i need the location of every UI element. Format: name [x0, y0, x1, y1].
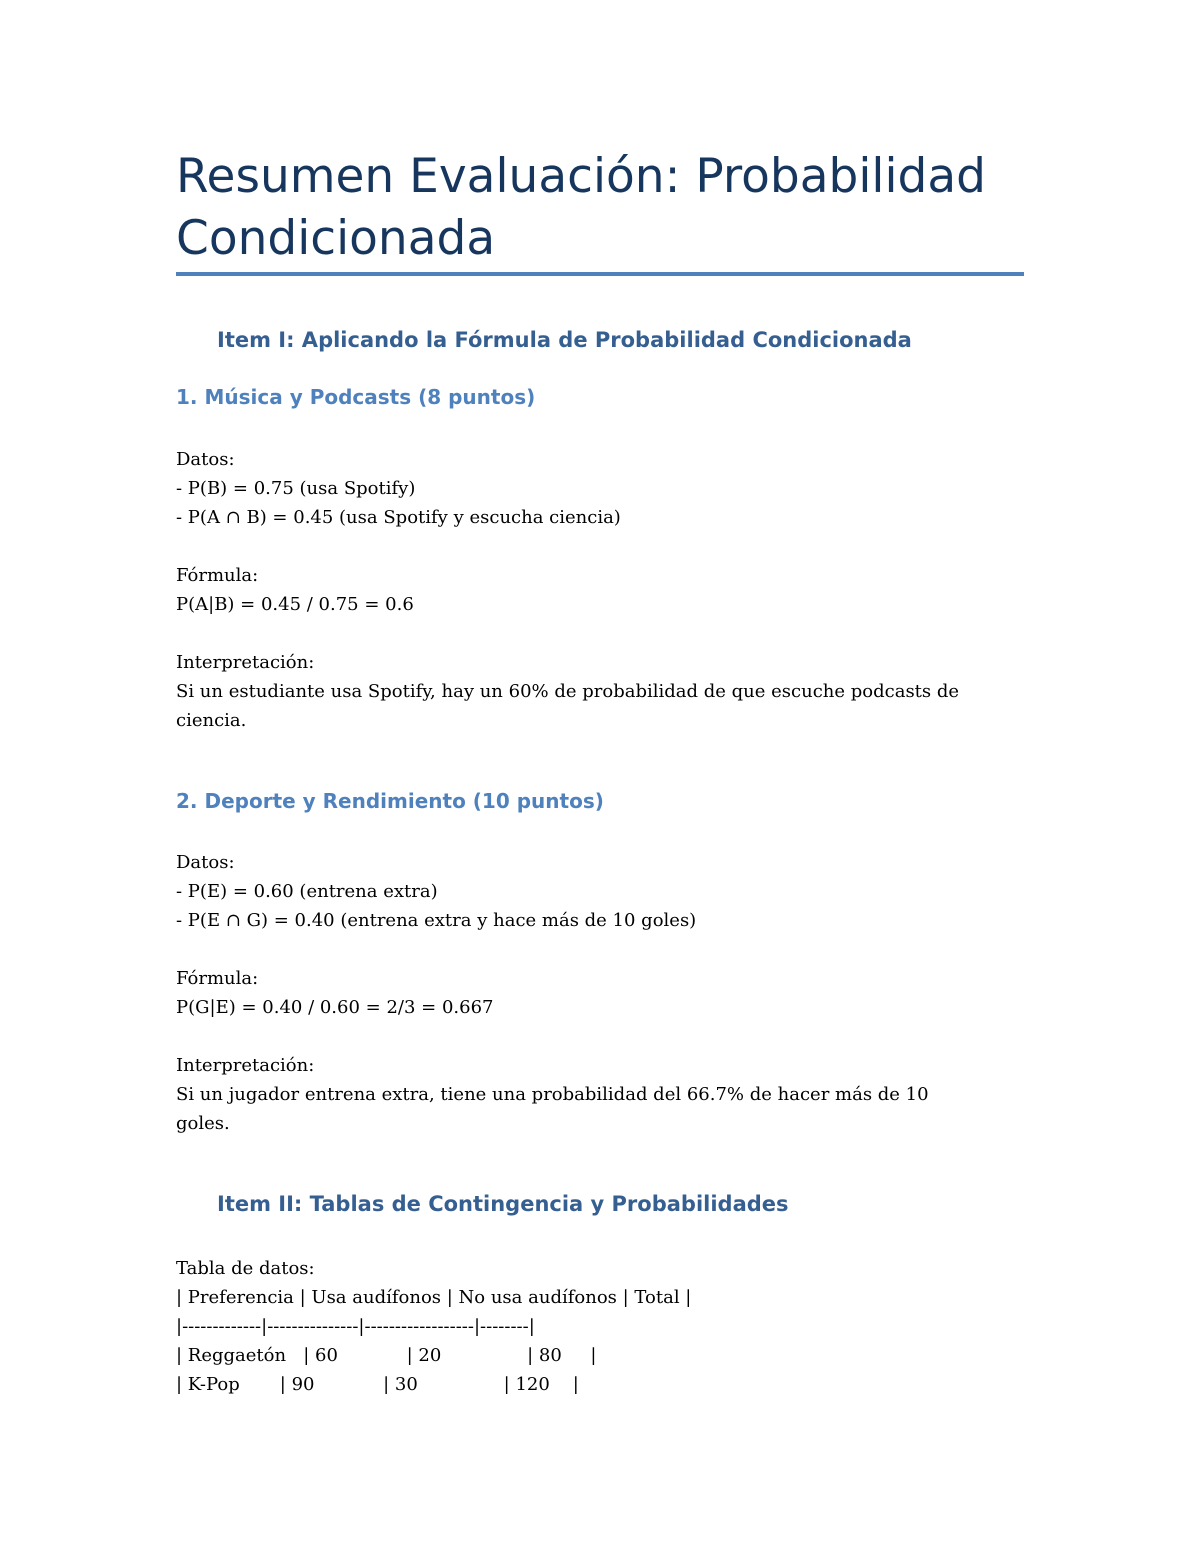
table-header-line: | Preferencia | Usa audífonos | No usa audífonos | Total | — [176, 1287, 692, 1308]
section-2-dato-1: - P(E) = 0.60 (entrena extra) — [176, 881, 438, 902]
section-1-formula: P(A|B) = 0.45 / 0.75 = 0.6 — [176, 594, 414, 615]
section-1-dato-2: - P(A ∩ B) = 0.45 (usa Spotify y escucha ciencia) — [176, 507, 621, 528]
section-2-datos-label: Datos: — [176, 852, 235, 873]
title-underline — [176, 272, 1024, 276]
item-1-heading: Item I: Aplicando la Fórmula de Probabilidad Condicionada — [217, 328, 912, 352]
section-1-heading: 1. Música y Podcasts (8 puntos) — [176, 385, 536, 409]
page-title: Resumen Evaluación: Probabilidad Condicionada — [176, 149, 987, 266]
section-2-interpretacion-label: Interpretación: — [176, 1055, 315, 1076]
section-2-formula: P(G|E) = 0.40 / 0.60 = 2/3 = 0.667 — [176, 997, 494, 1018]
section-1-dato-1: - P(B) = 0.75 (usa Spotify) — [176, 478, 416, 499]
section-1-interpretacion: Si un estudiante usa Spotify, hay un 60% de probabilidad de que escuche podcasts de ciencia. — [176, 681, 960, 731]
table-separator-line: |-------------|---------------|------------------|--------| — [176, 1316, 535, 1337]
section-1-datos-label: Datos: — [176, 449, 235, 470]
table-row-reggaeton: | Reggaetón | 60 | 20 | 80 | — [176, 1345, 597, 1366]
item-2-heading: Item II: Tablas de Contingencia y Probabilidades — [217, 1192, 789, 1216]
table-label: Tabla de datos: — [176, 1258, 315, 1279]
table-row-kpop: | K-Pop | 90 | 30 | 120 | — [176, 1374, 579, 1395]
section-2-dato-2: - P(E ∩ G) = 0.40 (entrena extra y hace más de 10 goles) — [176, 910, 697, 931]
section-1-interpretacion-label: Interpretación: — [176, 652, 315, 673]
section-2-heading: 2. Deporte y Rendimiento (10 puntos) — [176, 789, 604, 813]
section-2-formula-label: Fórmula: — [176, 968, 259, 989]
section-1-formula-label: Fórmula: — [176, 565, 259, 586]
section-2-interpretacion: Si un jugador entrena extra, tiene una probabilidad del 66.7% de hacer más de 10 goles. — [176, 1084, 929, 1134]
